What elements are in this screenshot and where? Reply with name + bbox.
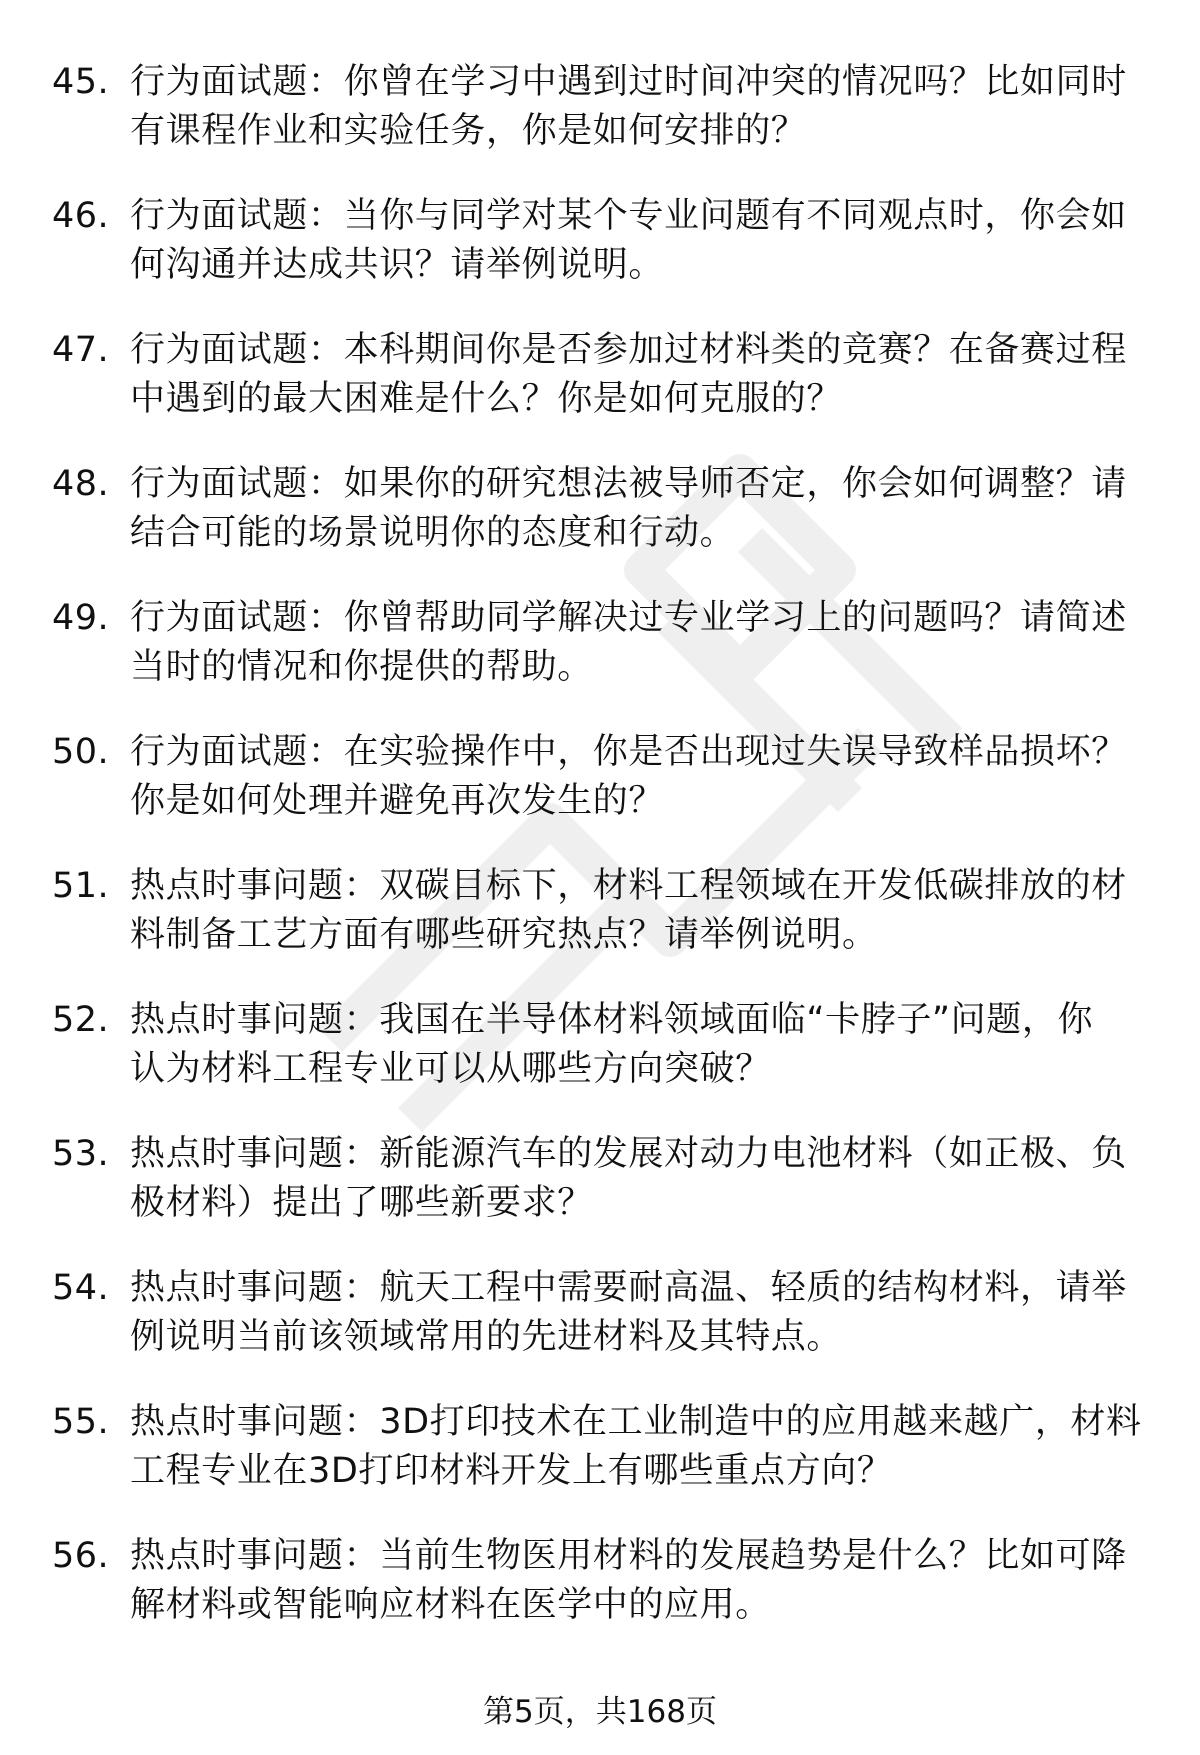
question-text-line: 热点时事问题：当前生物医用材料的发展趋势是什么？比如可降 bbox=[130, 1536, 1127, 1576]
question-item bbox=[0, 1264, 1200, 1398]
question-text-line: 行为面试题：你曾帮助同学解决过专业学习上的问题吗？请简述 bbox=[130, 598, 1127, 638]
question-item bbox=[0, 1532, 1200, 1666]
question-text bbox=[130, 996, 1140, 1094]
question-text-line: 行为面试题：本科期间你是否参加过材料类的竞赛？在备赛过程 bbox=[130, 330, 1127, 370]
question-item bbox=[0, 594, 1200, 728]
question-text bbox=[130, 326, 1140, 424]
question-text-line: 何沟通并达成共识？请举例说明。 bbox=[130, 245, 665, 285]
question-text bbox=[130, 594, 1140, 692]
question-text-line: 热点时事问题：新能源汽车的发展对动力电池材料（如正极、负 bbox=[130, 1134, 1127, 1174]
question-item bbox=[0, 460, 1200, 594]
question-text-line: 有课程作业和实验任务，你是如何安排的？ bbox=[130, 111, 807, 151]
question-number: 45. bbox=[52, 62, 110, 102]
question-item bbox=[0, 192, 1200, 326]
question-item bbox=[0, 326, 1200, 460]
question-text bbox=[130, 862, 1140, 960]
question-number: 53. bbox=[52, 1134, 110, 1174]
question-number: 47. bbox=[52, 330, 110, 370]
question-number: 49. bbox=[52, 598, 110, 638]
question-text-line: 工程专业在3D打印材料开发上有哪些重点方向？ bbox=[130, 1451, 893, 1491]
question-text-line: 行为面试题：你曾在学习中遇到过时间冲突的情况吗？比如同时 bbox=[130, 62, 1127, 102]
question-text bbox=[130, 460, 1140, 558]
question-text-line: 行为面试题：如果你的研究想法被导师否定，你会如何调整？请 bbox=[130, 464, 1127, 504]
question-text-line: 解材料或智能响应材料在医学中的应用。 bbox=[130, 1585, 771, 1625]
question-text bbox=[130, 1532, 1140, 1630]
question-number: 50. bbox=[52, 732, 110, 772]
question-text bbox=[130, 58, 1140, 156]
question-number: 48. bbox=[52, 464, 110, 504]
question-text-line: 热点时事问题：航天工程中需要耐高温、轻质的结构材料，请举 bbox=[130, 1268, 1127, 1308]
question-number: 56. bbox=[52, 1536, 110, 1576]
question-number: 52. bbox=[52, 1000, 110, 1040]
question-text-line: 当时的情况和你提供的帮助。 bbox=[130, 647, 593, 687]
question-text-line: 结合可能的场景说明你的态度和行动。 bbox=[130, 513, 736, 553]
question-item bbox=[0, 1130, 1200, 1264]
question-list bbox=[0, 58, 1200, 1666]
question-text-line: 热点时事问题：我国在半导体材料领域面临“卡脖子”问题，你 bbox=[130, 1000, 1094, 1040]
question-text bbox=[130, 192, 1140, 290]
question-number: 51. bbox=[52, 866, 110, 906]
question-text bbox=[130, 1264, 1140, 1362]
question-text-line: 中遇到的最大困难是什么？你是如何克服的？ bbox=[130, 379, 843, 419]
question-number: 46. bbox=[52, 196, 110, 236]
question-text-line: 行为面试题：在实验操作中，你是否出现过失误导致样品损坏？ bbox=[130, 732, 1127, 772]
question-text-line: 热点时事问题：3D打印技术在工业制造中的应用越来越广，材料 bbox=[130, 1402, 1142, 1442]
question-text-line: 例说明当前该领域常用的先进材料及其特点。 bbox=[130, 1317, 843, 1357]
page-indicator: 第5页，共168页 bbox=[483, 1694, 717, 1730]
question-text-line: 行为面试题：当你与同学对某个专业问题有不同观点时，你会如 bbox=[130, 196, 1127, 236]
question-text-line: 认为材料工程专业可以从哪些方向突破？ bbox=[130, 1049, 771, 1089]
question-item bbox=[0, 728, 1200, 862]
question-text bbox=[130, 1130, 1140, 1228]
question-number: 54. bbox=[52, 1268, 110, 1308]
question-text-line: 料制备工艺方面有哪些研究热点？请举例说明。 bbox=[130, 915, 878, 955]
question-item bbox=[0, 58, 1200, 192]
question-item bbox=[0, 862, 1200, 996]
question-text-line: 你是如何处理并避免再次发生的？ bbox=[130, 781, 665, 821]
question-text-line: 热点时事问题：双碳目标下，材料工程领域在开发低碳排放的材 bbox=[130, 866, 1127, 906]
question-text-line: 极材料）提出了哪些新要求？ bbox=[130, 1183, 593, 1223]
question-text bbox=[130, 728, 1140, 826]
question-text bbox=[130, 1398, 1140, 1496]
question-item bbox=[0, 996, 1200, 1130]
question-number: 55. bbox=[52, 1402, 110, 1442]
question-item bbox=[0, 1398, 1200, 1532]
